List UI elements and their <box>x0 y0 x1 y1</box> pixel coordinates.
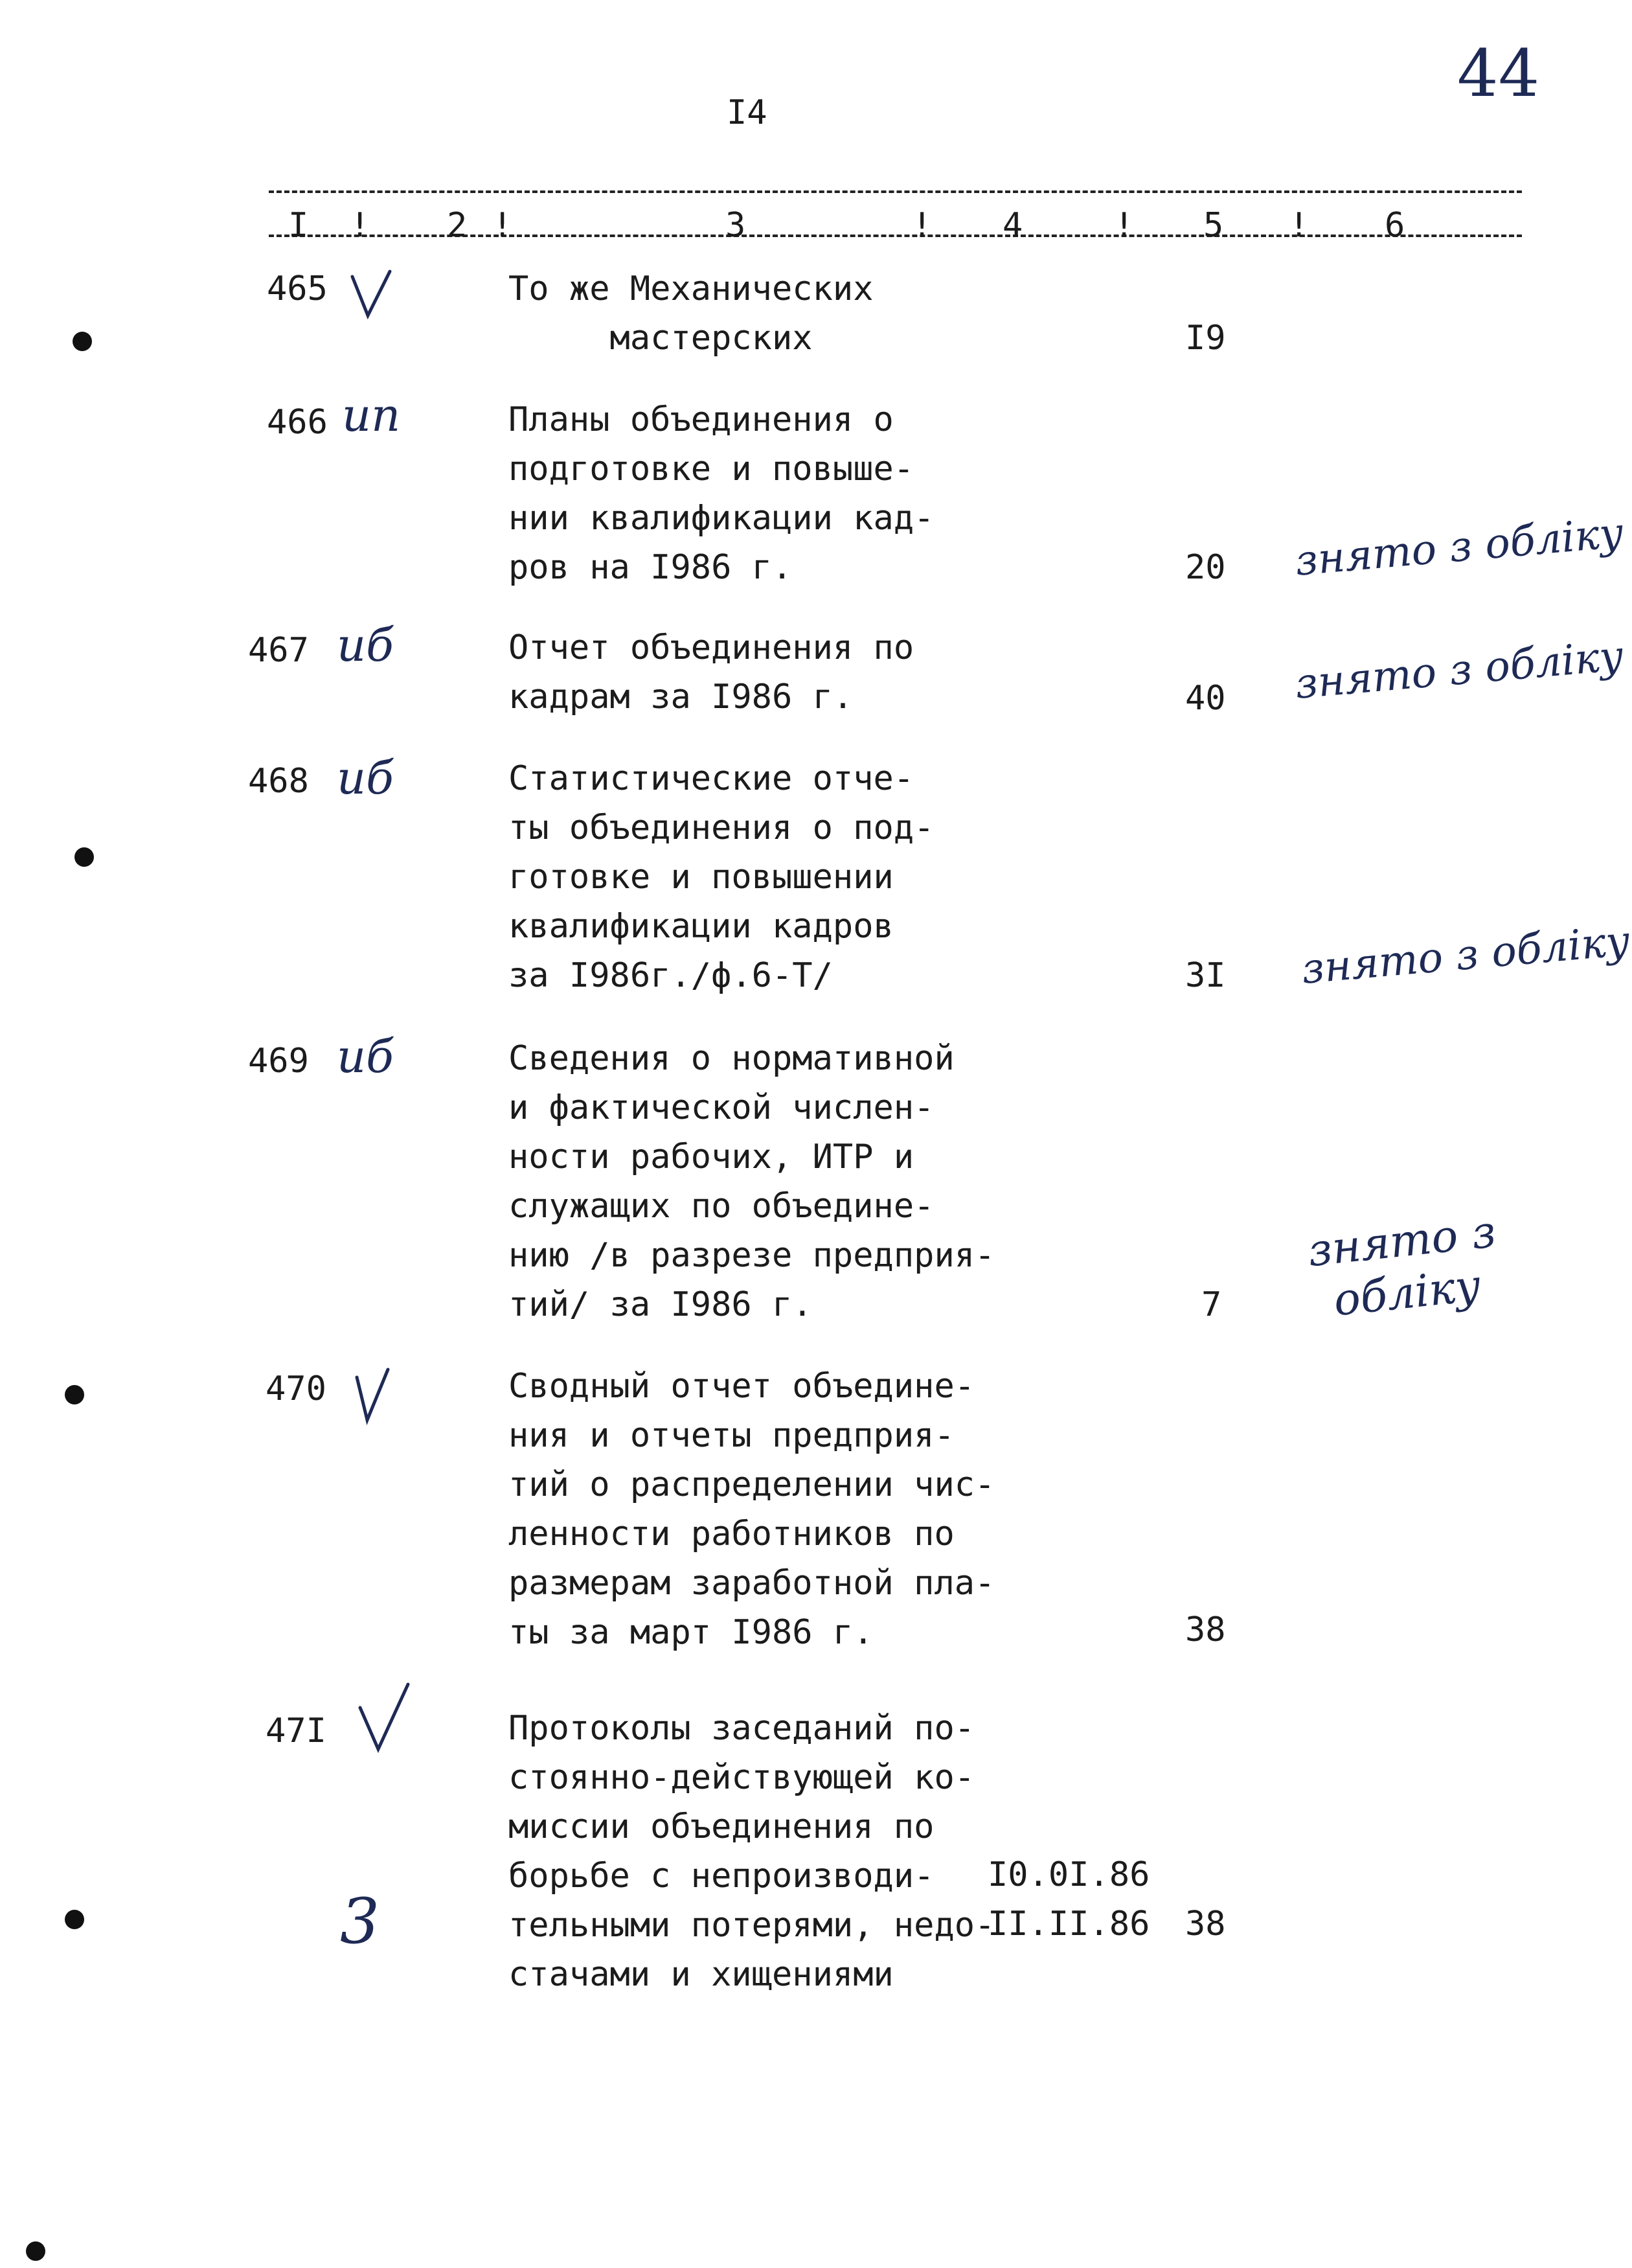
header-rule-top <box>269 190 1522 193</box>
record-number: 470 <box>266 1369 326 1408</box>
record-description: Сведения о нормативной и фактической числен- ности рабочих, ИТР и служащих по объедине- нию /в разрезе предприя- тий/ за I986 г. <box>508 1039 995 1324</box>
record-description: То же Механических мастерских <box>508 269 874 358</box>
handwritten-note: знято з обліку <box>1299 917 1632 994</box>
column-header-4: 4 <box>1003 206 1023 245</box>
column-header-2: 2 <box>447 206 468 245</box>
record-number: 47I <box>266 1712 326 1750</box>
record-description: Сводный отчет объедине- ния и отчеты предприя- тий о распределении чис- ленности работников по размерам заработной пла- ты за март I986 г. <box>508 1367 995 1652</box>
handwritten-note: знято з обліку <box>1305 1206 1499 1327</box>
handwritten-mark: иб <box>337 619 394 672</box>
check-mark-icon <box>353 1367 398 1425</box>
handwritten-note: знято з обліку <box>1293 509 1626 586</box>
record-sheets: 40 <box>1185 679 1226 718</box>
column-header-3: 3 <box>725 206 746 245</box>
record-sheets: 38 <box>1185 1610 1226 1649</box>
handwritten-mark: иб <box>337 751 394 805</box>
page-number: I4 <box>727 93 767 132</box>
check-mark-icon <box>356 1682 414 1753</box>
column-header-5: 5 <box>1203 206 1224 245</box>
record-description: Протоколы заседаний по- стоянно-действующей ко- миссии объединения по борьбе с непроизводи- тельными потерями, недо- стачами и хищениями <box>508 1709 995 1994</box>
column-separator: ! <box>492 206 513 245</box>
column-separator: ! <box>1289 206 1309 245</box>
column-separator: ! <box>912 206 933 245</box>
handwritten-note: знято з обліку <box>1293 632 1626 709</box>
record-sheets: 7 <box>1201 1285 1222 1324</box>
column-header-1: I <box>288 206 309 245</box>
record-description: Планы объединения о подготовке и повыше- нии квалификации кад- ров на I986 г. <box>508 400 935 587</box>
record-dates: I0.0I.86 II.II.86 <box>988 1855 1150 1943</box>
margin-mark: 3 <box>340 1885 380 1958</box>
record-sheets: 3I <box>1185 956 1226 995</box>
binder-hole <box>26 2241 45 2261</box>
binder-hole <box>73 332 92 351</box>
record-number: 465 <box>267 269 328 308</box>
archive-folio-number: 44 <box>1457 36 1540 111</box>
record-description: Отчет объединения по кадрам за I986 г. <box>508 628 914 716</box>
column-separator: ! <box>1114 206 1135 245</box>
column-header-6: 6 <box>1385 206 1405 245</box>
record-number: 466 <box>267 403 328 442</box>
binder-hole <box>74 847 94 867</box>
handwritten-mark: ип <box>342 389 401 442</box>
column-separator: ! <box>350 206 370 245</box>
record-sheets: I9 <box>1185 319 1226 358</box>
binder-hole <box>65 1385 84 1404</box>
check-mark-icon <box>350 269 402 321</box>
record-sheets: 38 <box>1185 1905 1226 1943</box>
binder-hole <box>65 1910 84 1929</box>
record-number: 468 <box>248 762 309 801</box>
record-description: Статистические отче- ты объединения о под- готовке и повышении квалификации кадров за I986г./ф.6-Т/ <box>508 759 935 995</box>
record-number: 467 <box>248 631 309 670</box>
record-number: 469 <box>248 1042 309 1081</box>
record-sheets: 20 <box>1185 548 1226 587</box>
handwritten-mark: иб <box>337 1030 394 1083</box>
